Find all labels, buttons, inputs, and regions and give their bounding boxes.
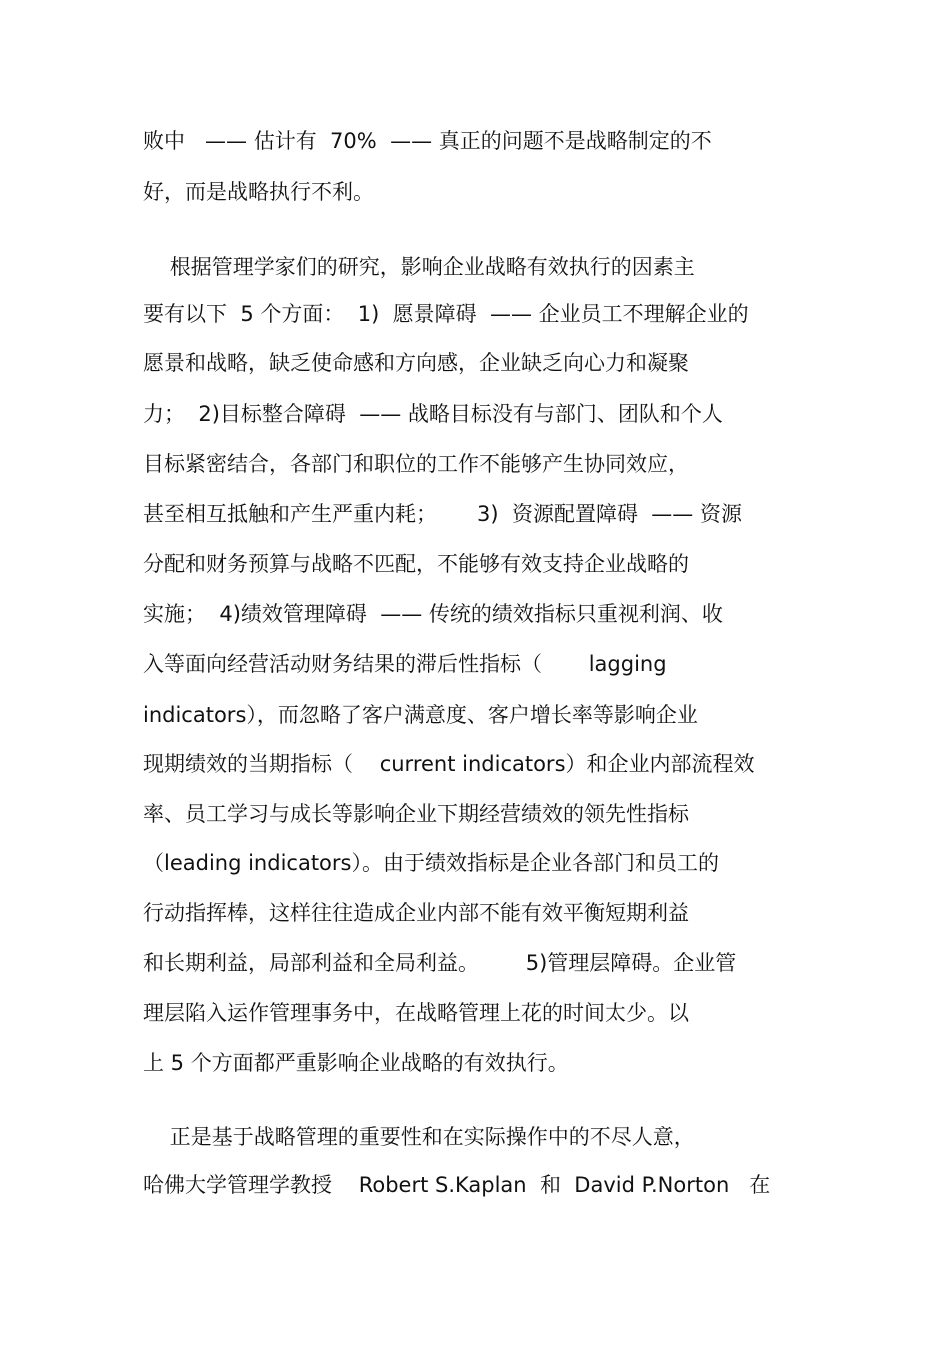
text-line: 现期绩效的当期指标（ current indicators）和企业内部流程效 <box>143 752 755 776</box>
text-line: 分配和财务预算与战略不匹配，不能够有效支持企业战略的 <box>143 552 689 576</box>
text-line: 率、员工学习与成长等影响企业下期经营绩效的领先性指标 <box>143 802 689 826</box>
text-line: 甚至相互抵触和产生严重内耗； 3) 资源配置障碍 —— 资源 <box>143 502 742 526</box>
text-line: 和长期利益，局部利益和全局利益。 5)管理层障碍。企业管 <box>143 951 737 975</box>
text-line: 要有以下 5 个方面： 1) 愿景障碍 —— 企业员工不理解企业的 <box>143 302 749 326</box>
text-line: 实施； 4)绩效管理障碍 —— 传统的绩效指标只重视利润、收 <box>143 602 723 626</box>
text-line: 上 5 个方面都严重影响企业战略的有效执行。 <box>143 1051 569 1075</box>
text-line: 正是基于战略管理的重要性和在实际操作中的不尽人意， <box>143 1125 695 1149</box>
text-line: 哈佛大学管理学教授 Robert S.Kaplan 和 David P.Norton 在 <box>143 1173 771 1197</box>
text-line: （leading indicators）。由于绩效指标是企业各部门和员工的 <box>143 851 719 875</box>
text-line: indicators），而忽略了客户满意度、客户增长率等影响企业 <box>143 703 698 727</box>
text-line: 根据管理学家们的研究，影响企业战略有效执行的因素主 <box>143 255 695 279</box>
text-line: 愿景和战略，缺乏使命感和方向感，企业缺乏向心力和凝聚 <box>143 351 689 375</box>
text-line: 败中 —— 估计有 70% —— 真正的问题不是战略制定的不 <box>143 129 712 153</box>
text-line: 理层陷入运作管理事务中，在战略管理上花的时间太少。以 <box>143 1001 689 1025</box>
text-line: 好，而是战略执行不利。 <box>143 180 374 204</box>
text-line: 行动指挥棒，这样往往造成企业内部不能有效平衡短期利益 <box>143 901 689 925</box>
text-line: 目标紧密结合，各部门和职位的工作不能够产生协同效应， <box>143 452 689 476</box>
text-line: 力； 2)目标整合障碍 —— 战略目标没有与部门、团队和个人 <box>143 402 723 426</box>
text-line: 入等面向经营活动财务结果的滞后性指标（ lagging <box>143 652 667 676</box>
